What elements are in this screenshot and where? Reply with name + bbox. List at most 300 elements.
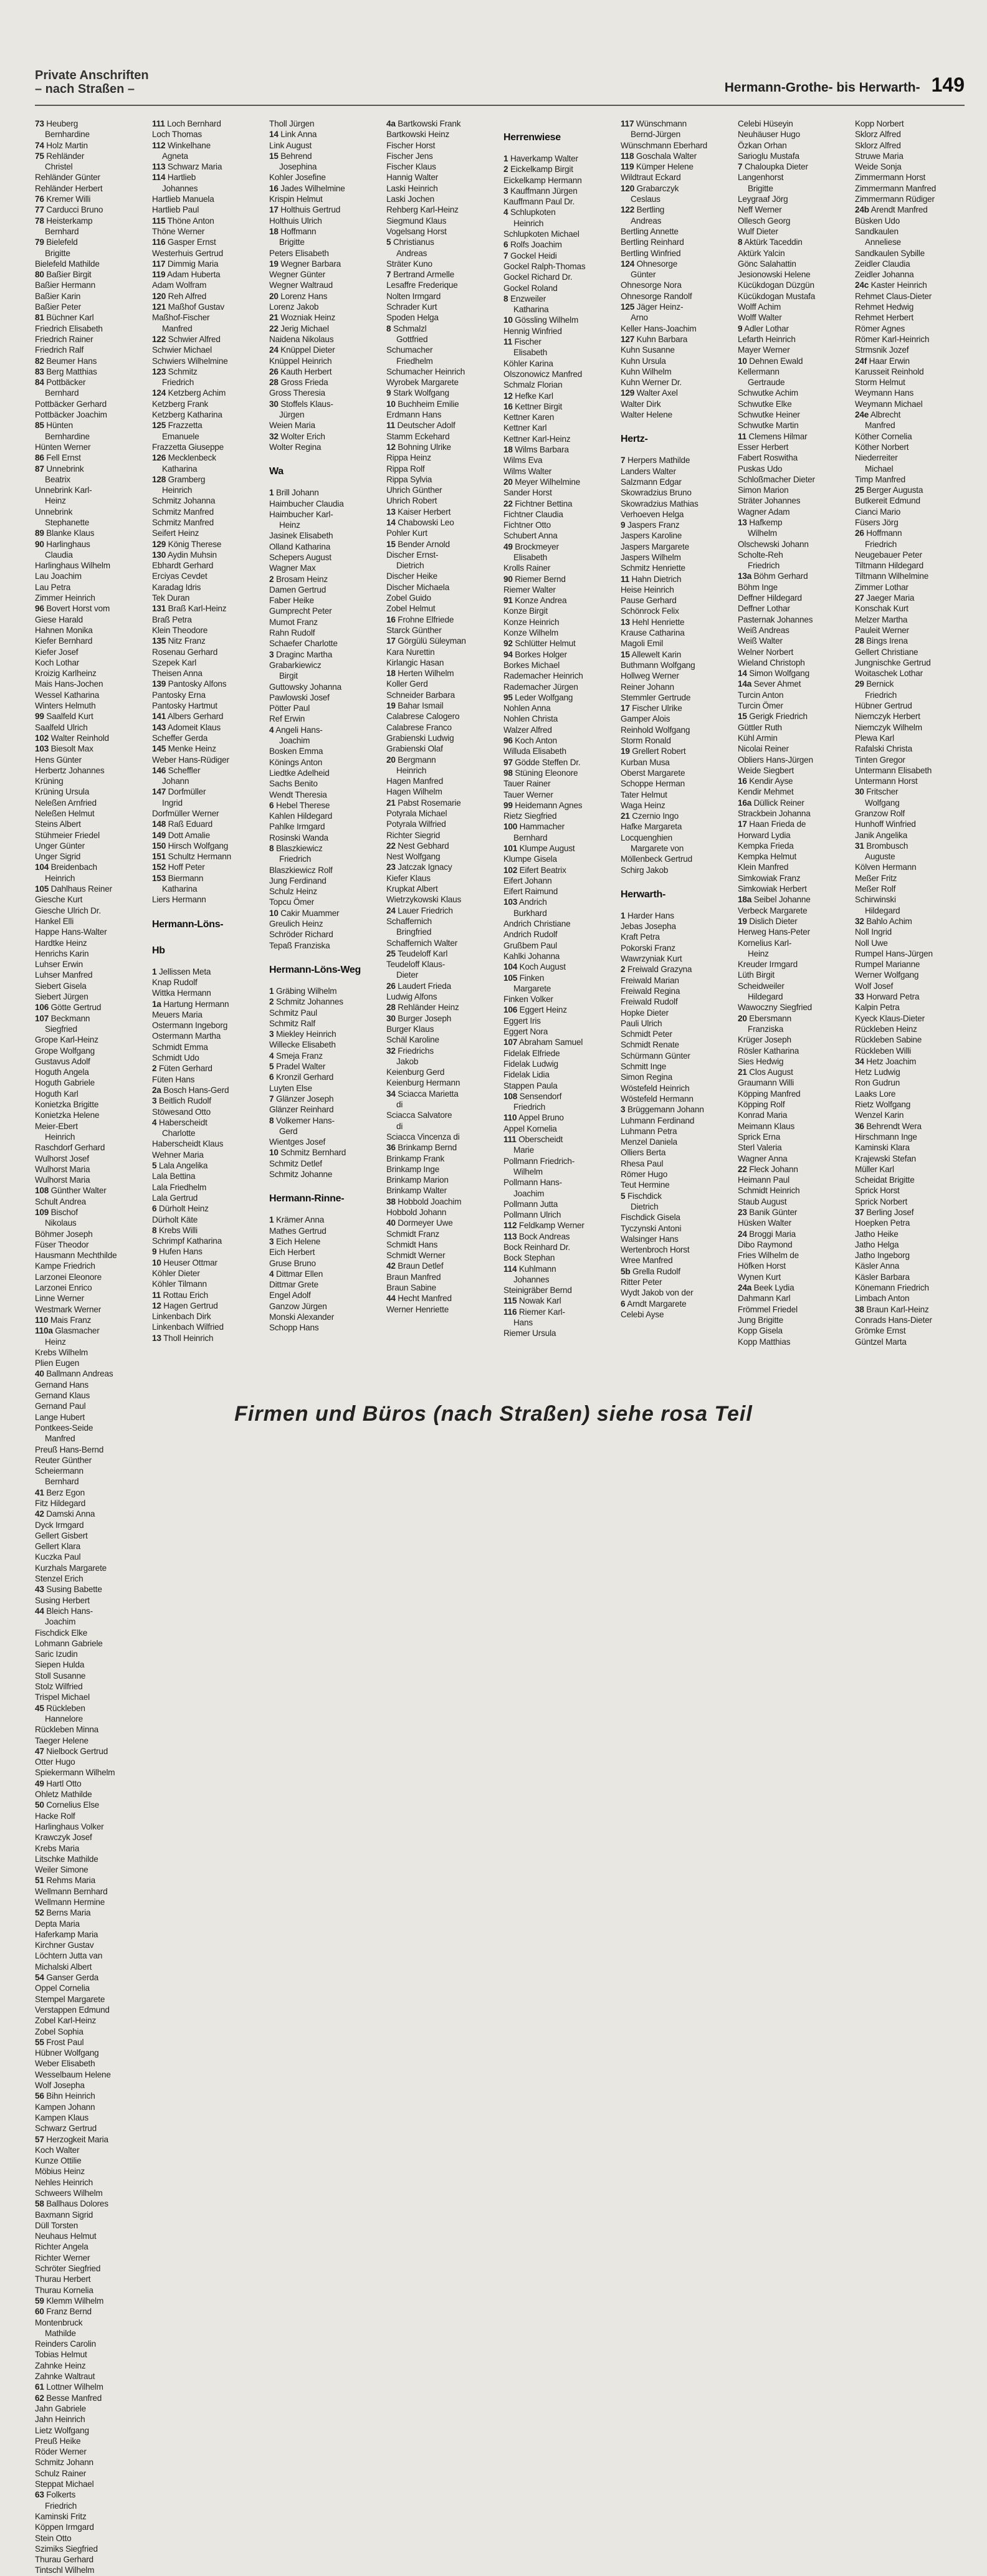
entry-continuation: Ingrid	[162, 798, 183, 808]
resident-entry: 19 Wegner Barbara	[269, 259, 341, 269]
resident-entry: Kurban Musa	[621, 757, 670, 767]
house-number: 115	[503, 1296, 517, 1306]
resident-entry: 106 Götte Gertrud	[35, 1003, 102, 1013]
resident-entry: Wulhorst Maria	[35, 1175, 90, 1185]
resident-entry: 7 Glänzer Joseph	[269, 1094, 334, 1104]
resident-entry: Wietrzykowski Klaus	[386, 895, 462, 905]
resident-entry: Gernand Hans	[35, 1380, 89, 1390]
house-number: 10	[269, 1148, 279, 1158]
house-number: 92	[503, 639, 513, 649]
resident-entry: 125 Frazzetta	[152, 421, 203, 431]
resident-entry: Szepek Karl	[152, 657, 197, 667]
resident-entry: Blaszkiewicz Rolf	[269, 865, 333, 875]
resident-entry: Teut Hermine	[621, 1180, 670, 1190]
resident-entry: Wolff Achim	[738, 302, 781, 312]
resident-entry: Wesselbaum Helene	[35, 2069, 111, 2079]
resident-entry: Mais Hans-Jochen	[35, 679, 103, 689]
entry-continuation: Wilhelm	[513, 1166, 543, 1176]
resident-entry: Link August	[269, 140, 312, 150]
resident-entry: Köhler Karina	[503, 358, 553, 368]
resident-entry: Kuhn Susanne	[621, 345, 675, 355]
resident-entry: Lietz Wolfgang	[35, 2425, 89, 2435]
resident-entry: Salzmann Edgar	[621, 477, 682, 487]
house-number: 24	[738, 1229, 747, 1239]
resident-entry: 1 Haverkamp Walter	[503, 154, 578, 163]
resident-entry: 104 Koch August	[503, 962, 566, 972]
resident-entry: 108 Sensendorf	[503, 1091, 562, 1101]
street-heading: Herwarth-	[621, 889, 665, 900]
resident-entry: Jebas Josepha	[621, 922, 676, 932]
entry-continuation: Dieter	[396, 970, 419, 980]
resident-entry: Topcu Ömer	[269, 897, 315, 907]
resident-entry: Pollmann Hans-	[503, 1178, 562, 1188]
resident-entry: Uhrich Robert	[386, 496, 437, 506]
resident-entry: Dyck Irmgard	[35, 1520, 84, 1530]
resident-entry: Schoppe Herman	[621, 779, 685, 789]
resident-entry: Hirschmann Inge	[855, 1132, 917, 1142]
resident-entry: 90 Riemer Bernd	[503, 574, 566, 584]
resident-entry: 91 Konze Andrea	[503, 596, 567, 606]
resident-entry: Staub August	[738, 1196, 787, 1206]
resident-entry: Kunze Ottilie	[35, 2156, 82, 2166]
resident-entry: Deffner Lothar	[738, 604, 790, 614]
resident-entry: Krüger Joseph	[738, 1035, 791, 1045]
house-number: 13a	[738, 571, 752, 581]
resident-entry: Magoli Emil	[621, 639, 664, 649]
house-number: 111	[503, 1135, 517, 1145]
entry-continuation: Bernhardine	[45, 431, 90, 441]
resident-entry: Vogelsang Horst	[386, 226, 447, 236]
resident-entry: 125 Jäger Heinz-	[621, 302, 684, 312]
resident-entry: Rademacher Jürgen	[503, 682, 578, 692]
resident-entry: Tater Helmut	[621, 789, 667, 799]
resident-entry: 148 Raß Eduard	[152, 819, 212, 829]
resident-entry: Taeger Helene	[35, 1735, 88, 1745]
resident-entry: Heise Heinrich	[621, 584, 674, 594]
entry-continuation: Günter	[631, 270, 656, 280]
resident-entry: 113 Bock Andreas	[503, 1231, 570, 1241]
resident-entry: 52 Berns Maria	[35, 1908, 91, 1918]
resident-entry: 5b Grella Rudolf	[621, 1266, 680, 1276]
house-number: 44	[386, 1294, 396, 1304]
resident-entry: Bertling Annette	[621, 226, 679, 236]
resident-entry: Zimmermann Horst	[855, 173, 926, 183]
resident-entry: 17 Fischer Ulrike	[621, 704, 682, 713]
house-number: 24c	[855, 280, 869, 290]
resident-entry: Zobel Helmut	[386, 604, 436, 614]
resident-entry: Gustavus Adolf	[35, 1056, 90, 1066]
resident-entry: Stein Otto	[35, 2533, 72, 2543]
resident-entry: 17 Görgülü Süleyman	[386, 636, 466, 646]
resident-entry: Wilms Walter	[503, 466, 552, 476]
resident-entry: Ohnesorge Randolf	[621, 291, 692, 301]
house-number: 101	[503, 844, 518, 853]
resident-entry: Richter Angela	[35, 2242, 88, 2252]
resident-entry: 92 Schlütter Helmut	[503, 639, 576, 649]
resident-entry: 24a Beek Lydia	[738, 1283, 794, 1293]
resident-entry: Fries Wilhelm de	[738, 1251, 799, 1261]
resident-entry: Schmalz Florian	[503, 380, 563, 390]
resident-entry: Könemann Friedrich	[855, 1283, 929, 1293]
resident-entry: 7 Herpers Mathilde	[621, 456, 690, 465]
resident-entry: 3 Eich Helene	[269, 1236, 321, 1246]
resident-entry: Fischdick Gisela	[621, 1213, 680, 1223]
resident-entry: Riemer Ursula	[503, 1329, 556, 1338]
directory-column	[503, 118, 613, 1347]
house-number: 21	[269, 313, 279, 323]
resident-entry: Liedtke Adelheid	[269, 768, 330, 778]
resident-entry: Schirg Jakob	[621, 865, 669, 875]
resident-entry: Dittmar Grete	[269, 1280, 318, 1290]
house-number: 1	[269, 986, 274, 996]
resident-entry: Rückleben Minna	[35, 1725, 99, 1735]
resident-entry: Gockel Richard Dr.	[503, 272, 573, 282]
house-number: 36	[855, 1121, 864, 1131]
resident-entry: Schwiers Wilhelmine	[152, 356, 228, 366]
house-number: 24f	[855, 356, 867, 366]
resident-entry: Zimmermann Rüdiger	[855, 194, 935, 204]
resident-entry: 107 Abraham Samuel	[503, 1038, 583, 1047]
house-number: 117	[621, 119, 634, 128]
house-number: 32	[386, 1046, 396, 1056]
resident-entry: Brinkamp Inge	[386, 1164, 440, 1174]
resident-entry: Rehmet Claus-Dieter	[855, 291, 932, 301]
running-header	[725, 74, 965, 97]
resident-entry: 44 Bleich Hans-	[35, 1606, 93, 1616]
resident-entry: Freiwald Regina	[621, 986, 680, 996]
house-number: 49	[35, 1778, 44, 1788]
resident-entry: Depta Maria	[35, 1919, 80, 1929]
resident-entry: Tintschl Wilhelm	[35, 2565, 95, 2575]
resident-entry: Meimann Klaus	[738, 1121, 795, 1131]
resident-entry: Zobel Sophia	[35, 2026, 83, 2036]
house-number: 76	[35, 194, 44, 204]
resident-entry: Leygraaf Jörg	[738, 194, 788, 204]
resident-entry: Schmidt Udo	[152, 1053, 199, 1063]
resident-entry: 28 Gross Frieda	[269, 378, 328, 388]
resident-entry: 20 Lorenz Hans	[269, 291, 328, 301]
resident-entry: Rückleben Sabine	[855, 1035, 922, 1045]
resident-entry: Fidelak Lidia	[503, 1070, 550, 1080]
entry-continuation: Dietrich	[396, 561, 424, 571]
resident-entry: Zeidler Claudia	[855, 259, 910, 269]
resident-entry: Grabienski Ludwig	[386, 733, 454, 743]
resident-entry: Wulhorst Josef	[35, 1153, 89, 1163]
resident-entry: Wendt Theresia	[269, 789, 327, 799]
resident-entry: 26 Hoffmann	[855, 528, 902, 538]
resident-entry: Schumacher Heinrich	[386, 366, 465, 376]
resident-entry: Thurau Kornelia	[35, 2285, 93, 2295]
resident-entry: 111 Oberscheidt	[503, 1135, 563, 1145]
resident-entry: Preuß Hans-Bernd	[35, 1444, 104, 1454]
resident-entry: Gockel Ralph-Thomas	[503, 261, 586, 271]
resident-entry: 1 Harder Hans	[621, 910, 674, 920]
resident-entry: 55 Frost Paul	[35, 2037, 84, 2047]
resident-entry: 15 Allewelt Karin	[621, 649, 682, 659]
resident-entry: Böhmer Joseph	[35, 1229, 93, 1239]
house-number: 118	[621, 151, 634, 161]
house-number: 9	[386, 388, 391, 398]
house-number: 41	[35, 1487, 44, 1497]
house-number: 11	[738, 431, 746, 441]
footer-note: Firmen und Büros (nach Straßen) siehe rosa Teil	[234, 1402, 753, 1426]
resident-entry: Kara Nurettin	[386, 647, 435, 657]
entry-continuation: Katharina	[162, 884, 198, 894]
house-number: 26	[855, 528, 864, 538]
resident-entry: Lau Petra	[35, 582, 71, 592]
directory-column	[35, 118, 145, 1347]
entry-continuation: Siegfried	[45, 1024, 77, 1034]
resident-entry: Weymann Michael	[855, 399, 923, 409]
resident-entry: Pokorski Franz	[621, 943, 675, 953]
resident-entry: Sachs Benito	[269, 779, 318, 789]
resident-entry: Hannig Walter	[386, 173, 439, 183]
entry-continuation: Bernhard	[45, 388, 79, 398]
resident-entry: 34 Hetz Joachim	[855, 1056, 917, 1066]
house-number: 112	[503, 1221, 517, 1231]
entry-continuation: Beatrix	[45, 474, 70, 484]
resident-entry: 78 Heisterkamp	[35, 216, 93, 226]
resident-entry: Löchtern Jutta van	[35, 1951, 103, 1961]
resident-entry: Wawrzyniak Kurt	[621, 954, 682, 964]
resident-entry: Konschak Kurt	[855, 604, 908, 614]
resident-entry: Niederreiter	[855, 453, 898, 463]
resident-entry: Jatho Helga	[855, 1239, 899, 1249]
resident-entry: Hüsken Walter	[738, 1218, 792, 1228]
resident-entry: Eich Herbert	[269, 1247, 315, 1257]
resident-entry: Cianci Mario	[855, 507, 901, 517]
resident-entry: 141 Albers Gerhard	[152, 712, 224, 722]
resident-entry: Aktürk Yalcin	[738, 248, 785, 258]
house-number: 103	[503, 897, 518, 907]
house-number: 40	[386, 1218, 396, 1228]
house-number: 28	[855, 636, 864, 646]
resident-entry: Gönc Salahattin	[738, 259, 796, 269]
resident-entry: Mumot Franz	[269, 617, 318, 627]
resident-entry: Olszonowicz Manfred	[503, 369, 583, 379]
directory-column	[269, 118, 379, 1347]
resident-entry: 105 Finken	[503, 973, 545, 983]
house-number: 14a	[738, 679, 752, 689]
house-number: 139	[152, 679, 166, 689]
entry-continuation: Heinz	[279, 520, 300, 530]
house-number: 8	[386, 323, 391, 333]
resident-entry: Kreuder Irmgard	[738, 960, 798, 970]
resident-entry: Larzonei Enrico	[35, 1283, 92, 1293]
house-number: 7	[386, 270, 391, 280]
resident-entry: Simon Regina	[621, 1072, 672, 1082]
resident-entry: Richter Werner	[35, 2253, 90, 2263]
resident-entry: Schmitz Manfred	[152, 517, 214, 527]
house-number: 7	[269, 1094, 274, 1104]
entry-continuation: Hans	[513, 1318, 533, 1328]
resident-entry: Niemczyk Wilhelm	[855, 722, 922, 732]
resident-entry: Rückleben Heinz	[855, 1024, 917, 1034]
resident-entry: Konze Birgit	[503, 606, 548, 616]
resident-entry: 107 Beckmann	[35, 1013, 90, 1023]
resident-entry: Hoguth Gabriele	[35, 1078, 95, 1088]
resident-entry: Hoguth Karl	[35, 1089, 79, 1099]
resident-entry: 30 Burger Joseph	[386, 1013, 452, 1023]
resident-entry: Wünschmann Eberhard	[621, 140, 708, 150]
resident-entry: Sklorz Alfred	[855, 140, 901, 150]
resident-entry: Römer Agnes	[855, 323, 905, 333]
house-number: 33	[855, 992, 864, 1002]
street-heading: Hermann-Löns-	[152, 918, 224, 930]
resident-entry: Scheidat Brigitte	[855, 1175, 915, 1185]
resident-entry: 90 Harlinghaus	[35, 539, 90, 549]
house-number: 12	[503, 391, 513, 401]
house-number: 11	[621, 574, 629, 584]
resident-entry: 38 Hobbold Joachim	[386, 1196, 462, 1206]
house-number: 8	[738, 237, 743, 247]
entry-continuation: Friedrich	[865, 690, 897, 700]
resident-entry: Wyrobek Margarete	[386, 378, 459, 388]
resident-entry: 56 Bihn Heinrich	[35, 2091, 95, 2101]
entry-continuation: Heinrich	[162, 485, 193, 495]
house-number: 10	[503, 315, 513, 325]
entry-continuation: Mathilde	[45, 2328, 76, 2338]
resident-entry: Uhrich Günther	[386, 485, 442, 495]
resident-entry: Wehner Maria	[152, 1150, 204, 1160]
entry-continuation: Heinz	[45, 1337, 66, 1347]
resident-entry: Fichtner Otto	[503, 520, 551, 530]
resident-entry: Kuhn Ursula	[621, 356, 666, 366]
resident-entry: 129 Walter Axel	[621, 388, 678, 398]
house-number: 122	[152, 334, 166, 344]
house-number: 89	[35, 528, 44, 538]
house-number: 141	[152, 712, 166, 722]
house-number: 4	[269, 1269, 274, 1279]
entry-continuation: Brigitte	[45, 248, 70, 258]
house-number: 79	[35, 237, 44, 247]
resident-entry: Weber Hans-Rüdiger	[152, 755, 229, 765]
resident-entry: Erdmann Hans	[386, 410, 442, 420]
resident-entry: Wegner Günter	[269, 270, 326, 280]
resident-entry: Schaefer Charlotte	[269, 639, 338, 649]
resident-entry: Lala Friedhelm	[152, 1182, 207, 1192]
house-number: 6	[269, 800, 274, 810]
resident-entry: Krebs Wilhelm	[35, 1347, 88, 1357]
resident-entry: Krause Catharina	[621, 628, 685, 638]
resident-entry: 24 Knüppel Dieter	[269, 345, 335, 355]
resident-entry: Schopp Hans	[269, 1323, 319, 1333]
resident-entry: Ganzow Jürgen	[269, 1301, 327, 1311]
resident-entry: 21 Wozniak Heinz	[269, 313, 336, 323]
house-number: 43	[35, 1585, 44, 1595]
resident-entry: Tauer Rainer	[503, 779, 551, 789]
resident-entry: Scheiermann	[35, 1466, 83, 1476]
resident-entry: 33 Horward Petra	[855, 992, 920, 1002]
resident-entry: Deffner Hildegard	[738, 593, 802, 603]
resident-entry: 9 Hufen Hans	[152, 1247, 203, 1257]
resident-entry: Krüning	[35, 776, 64, 786]
resident-entry: Krawczyk Josef	[35, 1833, 92, 1843]
resident-entry: Jaspers Wilhelm	[621, 552, 681, 562]
resident-entry: Lau Joachim	[35, 571, 82, 581]
resident-entry: Lefarth Heinrich	[738, 334, 796, 344]
resident-entry: Stoll Susanne	[35, 1671, 86, 1681]
entry-continuation: Heinrich	[45, 873, 75, 883]
house-number: 9	[738, 323, 743, 333]
resident-entry: Wolff Walter	[738, 313, 782, 323]
resident-entry: Kempka Frieda	[738, 841, 794, 851]
resident-entry: Luhmann Petra	[621, 1126, 677, 1136]
resident-entry: Käsler Barbara	[855, 1272, 910, 1282]
resident-entry: Konrad Maria	[738, 1110, 788, 1120]
resident-entry: 43 Susing Babette	[35, 1585, 102, 1595]
house-number: 21	[386, 798, 396, 808]
resident-entry: Hollweg Werner	[621, 671, 679, 681]
resident-entry: Koch Walter	[35, 2145, 80, 2155]
resident-entry: 6 Dürholt Heinz	[152, 1204, 209, 1214]
house-number: 16	[269, 183, 279, 193]
house-number: 117	[152, 259, 166, 269]
resident-entry: Noll Uwe	[855, 938, 888, 948]
house-number: 4	[152, 1117, 157, 1127]
house-number: 58	[35, 2199, 44, 2209]
resident-entry: Kettner Karen	[503, 413, 555, 422]
house-number: 113	[503, 1231, 517, 1241]
resident-entry: Schmitt Inge	[621, 1062, 667, 1072]
resident-entry: Rhesa Paul	[621, 1158, 664, 1168]
house-number: 10	[152, 1257, 161, 1267]
house-number: 18	[386, 669, 396, 679]
resident-entry: Turcin Anton	[738, 690, 784, 700]
house-number: 10	[269, 908, 279, 918]
house-number: 4	[269, 1051, 274, 1061]
resident-entry: Liers Hermann	[152, 895, 206, 905]
resident-entry: Buthmann Wolfgang	[621, 660, 695, 670]
resident-entry: 31 Brombusch	[855, 841, 908, 851]
resident-entry: 13 Tholl Heinrich	[152, 1333, 214, 1343]
house-number: 122	[621, 205, 635, 215]
resident-entry: 6 Hebel Therese	[269, 800, 330, 810]
house-number: 7	[738, 162, 743, 172]
resident-entry: 110 Appel Bruno	[503, 1113, 564, 1123]
resident-entry: 8 Enzweiler	[503, 293, 546, 303]
house-number: 114	[503, 1264, 517, 1274]
street-heading: Herrenwiese	[503, 132, 561, 143]
resident-entry: Schmitz Ralf	[269, 1018, 315, 1028]
entry-continuation: Johannes	[513, 1274, 550, 1284]
resident-entry: 77 Carducci Bruno	[35, 205, 103, 215]
resident-entry: Krispin Helmut	[269, 194, 323, 204]
house-number: 20	[269, 291, 279, 301]
entry-continuation: Hildegard	[748, 992, 783, 1002]
directory-column	[738, 118, 847, 1347]
resident-entry: 1 Gräbing Wilhelm	[269, 986, 337, 996]
resident-entry: 4 Haberscheidt	[152, 1117, 207, 1127]
house-number: 13	[621, 617, 630, 627]
resident-entry: Westmark Werner	[35, 1304, 102, 1314]
resident-entry: 8 Schmalzl	[386, 323, 427, 333]
resident-entry: Schmidt Heinrich	[738, 1186, 800, 1196]
house-number: 2	[503, 165, 508, 174]
resident-entry: Wynen Kurt	[738, 1272, 781, 1282]
entry-continuation: Anneliese	[865, 237, 901, 247]
resident-entry: 26 Kauth Herbert	[269, 366, 332, 376]
resident-entry: 120 Reh Alfred	[152, 291, 207, 301]
resident-entry: Schwutke Elke	[738, 399, 792, 409]
house-number: 15	[738, 712, 747, 722]
resident-entry: Zobel Guido	[386, 593, 431, 603]
resident-entry: Gernand Klaus	[35, 1391, 90, 1401]
entry-continuation: Brigitte	[748, 183, 773, 193]
house-number: 49	[503, 541, 513, 551]
resident-entry: Skowradzius Bruno	[621, 488, 692, 498]
resident-entry: Eggert Nora	[503, 1027, 548, 1037]
